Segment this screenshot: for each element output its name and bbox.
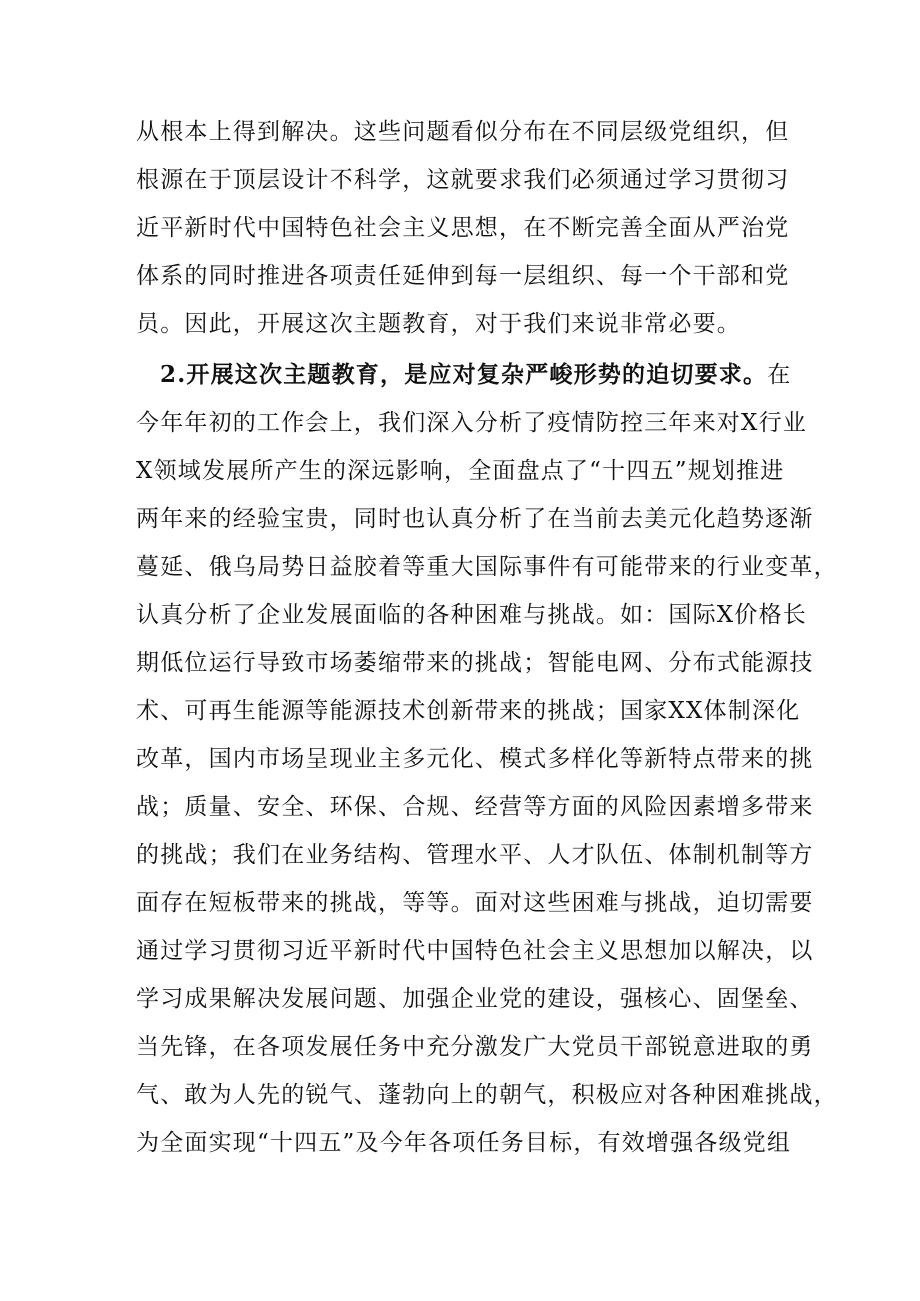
section-2-first-line <box>160 360 820 390</box>
paragraph-line: 学习成果解决发展问题、加强企业党的建设，强核心、固堡垒、 <box>136 986 814 1012</box>
paragraph-line: 改革，国内市场呈现业主多元化、模式多样化等新特点带来的挑 <box>136 746 814 772</box>
paragraph-line: 通过学习贯彻习近平新时代中国特色社会主义思想加以解决，以 <box>136 938 814 964</box>
paragraph-line: 体系的同时推进各项责任延伸到每一层组织、每一个干部和党 <box>136 263 790 289</box>
paragraph-line: 近平新时代中国特色社会主义思想，在不断完善全面从严治党 <box>136 215 790 241</box>
paragraph-line: 今年年初的工作会上，我们深入分析了疫情防控三年来对X行业 <box>136 410 807 436</box>
paragraph-line: 气、敢为人先的锐气、蓬勃向上的朝气，积极应对各种困难挑战， <box>136 1082 838 1108</box>
paragraph-line: 期低位运行导致市场萎缩带来的挑战；智能电网、分布式能源技 <box>136 650 814 676</box>
paragraph-line: 面存在短板带来的挑战，等等。面对这些困难与挑战，迫切需要 <box>136 890 814 916</box>
paragraph-line: 术、可再生能源等能源技术创新带来的挑战；国家XX体制深化 <box>136 698 801 724</box>
paragraph-line: X领域发展所产生的深远影响，全面盘点了“十四五”规划推进 <box>136 458 785 484</box>
paragraph-line: 员。因此，开展这次主题教育，对于我们来说非常必要。 <box>136 311 741 337</box>
paragraph-line: 蔓延、俄乌局势日益胶着等重大国际事件有可能带来的行业变革， <box>136 554 838 580</box>
paragraph-line: 两年来的经验宝贵，同时也认真分析了在当前去美元化趋势逐渐 <box>136 506 814 532</box>
paragraph-line: 认真分析了企业发展面临的各种困难与挑战。如：国际X价格长 <box>136 602 807 628</box>
paragraph-line: 战；质量、安全、环保、合规、经营等方面的风险因素增多带来 <box>136 794 814 820</box>
paragraph-line: 根源在于顶层设计不科学，这就要求我们必须通过学习贯彻习 <box>136 167 790 193</box>
paragraph-line: 从根本上得到解决。这些问题看似分布在不同层级党组织，但 <box>136 119 790 145</box>
paragraph-line: 为全面实现“十四五”及今年各项任务目标，有效增强各级党组 <box>136 1130 792 1156</box>
section-2-heading: 2.开展这次主题教育，是应对复杂严峻形势的迫切要求。 <box>160 361 768 388</box>
paragraph-line: 当先锋，在各项发展任务中充分激发广大党员干部锐意进取的勇 <box>136 1034 814 1060</box>
section-2-heading-tail: 在 <box>767 362 792 388</box>
paragraph-line: 的挑战；我们在业务结构、管理水平、人才队伍、体制机制等方 <box>136 842 814 868</box>
